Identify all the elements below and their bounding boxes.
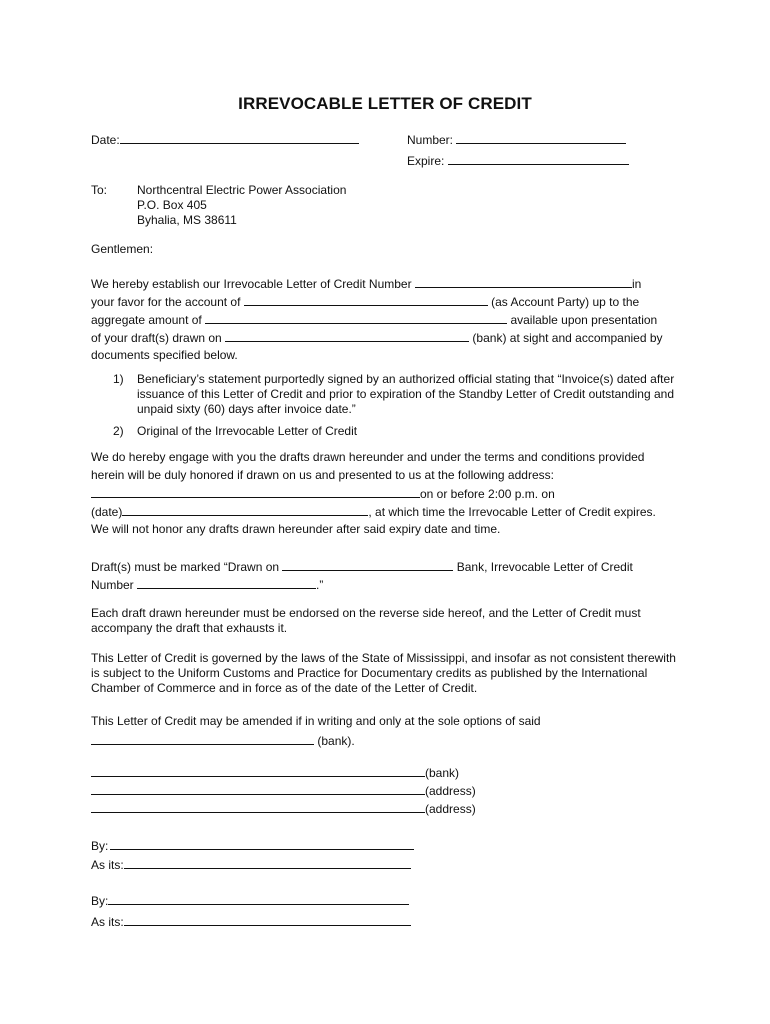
para1-text: We hereby establish our Irrevocable Letter of Credit Number xyxy=(91,277,412,291)
address-line-2 xyxy=(91,801,476,817)
drawn-on-bank-field[interactable] xyxy=(225,330,469,342)
address-line-1 xyxy=(91,783,476,799)
date-field[interactable] xyxy=(120,132,359,144)
para2-line1: We do hereby engage with you the drafts drawn hereunder and under the terms and conditions provided xyxy=(91,450,645,464)
para1-text: available upon presentation xyxy=(510,313,658,327)
item-number: 1) xyxy=(113,372,124,386)
date-line xyxy=(91,132,359,148)
para3-text: Number xyxy=(91,578,134,592)
para2-line2: herein will be duly honored if drawn on us and presented to us at the following address: xyxy=(91,468,554,482)
para6-line1: This Letter of Credit may be amended if in writing and only at the sole options of said xyxy=(91,714,541,728)
by-label: By: xyxy=(91,894,109,908)
signature-by-2 xyxy=(91,893,409,909)
para2-text: on or before 2:00 p.m. on xyxy=(420,487,555,501)
para1-text: of your draft(s) drawn on xyxy=(91,331,222,345)
address-field[interactable] xyxy=(91,486,420,498)
item-text: Original of the Irrevocable Letter of Credit xyxy=(137,424,358,438)
as-its-label: As its: xyxy=(91,858,124,872)
number-field[interactable] xyxy=(456,132,626,144)
expire-field[interactable] xyxy=(448,153,629,165)
para6-line2 xyxy=(91,733,355,749)
number-line xyxy=(407,132,626,148)
item-number: 2) xyxy=(113,424,124,438)
to-line-2: P.O. Box 405 xyxy=(137,198,207,212)
para1-text: aggregate amount of xyxy=(91,313,202,327)
para1-text: your favor for the account of xyxy=(91,295,241,309)
signature-field[interactable] xyxy=(110,838,414,850)
signature-as-its-2 xyxy=(91,914,411,930)
credit-number-mark-field[interactable] xyxy=(137,577,316,589)
para3-text: .” xyxy=(316,578,324,592)
title-field[interactable] xyxy=(124,857,411,869)
para1-line1 xyxy=(91,276,641,292)
title-field[interactable] xyxy=(124,914,411,926)
para2-line5: We will not honor any drafts drawn hereunder after said expiry date and time. xyxy=(91,522,501,536)
para2-text: , at which time the Irrevocable Letter of Credit expires. xyxy=(368,505,656,519)
salutation: Gentlemen: xyxy=(91,242,154,256)
para3-text: Draft(s) must be marked “Drawn on xyxy=(91,560,280,574)
aggregate-amount-field[interactable] xyxy=(205,312,507,324)
bank-line xyxy=(91,765,459,781)
para1-line4 xyxy=(91,330,663,346)
para3-text: Bank, Irrevocable Letter of Credit xyxy=(456,560,633,574)
para1-line2 xyxy=(91,294,639,310)
para2-text: (date) xyxy=(91,505,123,519)
para4: Each draft drawn hereunder must be endorsed on the reverse side hereof, and the Letter of Credit must accompany the draft that exhausts it. xyxy=(91,606,641,635)
expiry-date-field[interactable] xyxy=(122,504,368,516)
to-label: To: xyxy=(91,183,108,197)
para5: This Letter of Credit is governed by the laws of the State of Mississippi, and insofar as not consistent therewith is subject to the Uniform Customs and Practice for Documentary credits as published by the International Chamber of Commerce and in force as of the date of the Letter of Credit. xyxy=(91,651,676,695)
date-label: Date: xyxy=(91,133,120,147)
para1-line3 xyxy=(91,312,657,328)
as-its-label: As its: xyxy=(91,915,124,929)
account-party-field[interactable] xyxy=(244,294,488,306)
para6-text: (bank). xyxy=(317,734,355,748)
expire-label: Expire: xyxy=(407,154,445,168)
amending-bank-field[interactable] xyxy=(91,733,314,745)
bank-address-field[interactable] xyxy=(91,783,425,795)
signature-as-its-1 xyxy=(91,857,411,873)
bank-name-field[interactable] xyxy=(91,765,425,777)
number-label: Number: xyxy=(407,133,454,147)
bank-address-field[interactable] xyxy=(91,801,425,813)
to-line-1: Northcentral Electric Power Association xyxy=(137,183,347,197)
drawn-on-bank-mark-field[interactable] xyxy=(282,559,453,571)
letter-credit-number-field[interactable] xyxy=(415,276,632,288)
to-line-3: Byhalia, MS 38611 xyxy=(137,213,237,227)
para1-text: in xyxy=(631,277,642,291)
by-label: By: xyxy=(91,839,109,853)
document-title: IRREVOCABLE LETTER OF CREDIT xyxy=(238,94,532,113)
para3-line2 xyxy=(91,577,323,593)
para1-line5: documents specified below. xyxy=(91,348,238,362)
para1-text: (as Account Party) up to the xyxy=(491,295,640,309)
para1-text: (bank) at sight and accompanied by xyxy=(472,331,663,345)
signature-field[interactable] xyxy=(108,893,409,905)
address-label: (address) xyxy=(425,784,476,798)
address-label: (address) xyxy=(425,802,476,816)
signature-by-1 xyxy=(91,838,414,854)
para3-line1 xyxy=(91,559,633,575)
para2-line3 xyxy=(91,486,555,502)
expire-line xyxy=(407,153,629,169)
bank-label: (bank) xyxy=(425,766,460,780)
para2-line4 xyxy=(91,504,656,520)
item-text: Beneficiary’s statement purportedly signed by an authorized official stating that “Invoice(s) dated after issuance of this Letter of Credit and prior to expiration of the Standby Letter of Credit outstanding and unpaid sixty (60) days after invoice date.” xyxy=(137,372,675,416)
